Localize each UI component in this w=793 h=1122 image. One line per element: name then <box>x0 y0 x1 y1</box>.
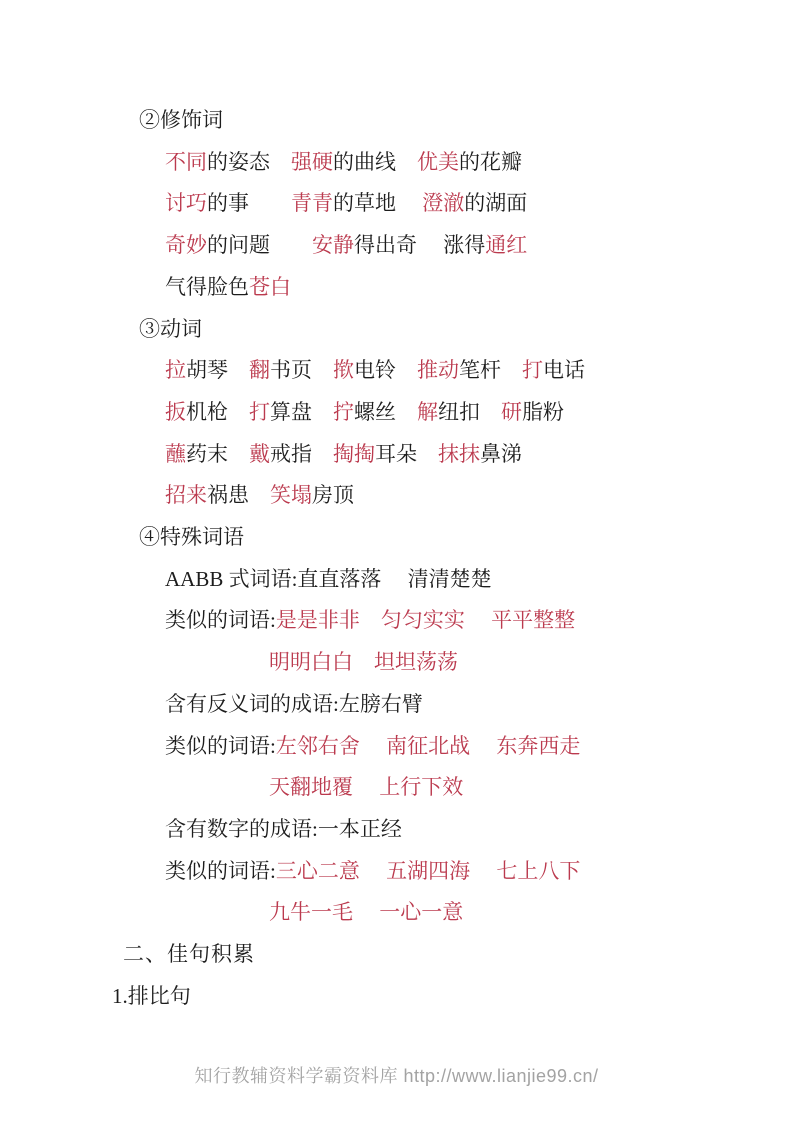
highlighted-text-segment: 通红 <box>485 233 528 258</box>
highlighted-text-segment: 讨巧 <box>165 191 207 216</box>
highlighted-text-segment: 笑塌 <box>270 483 312 508</box>
highlighted-text-segment: 明明白白 坦坦荡荡 <box>269 650 458 675</box>
text-segment: 的事 <box>207 191 291 216</box>
text-line <box>0 267 793 309</box>
highlighted-text-segment: 九牛一毛 一心一意 <box>269 900 464 925</box>
highlighted-text-segment: 招来 <box>165 483 207 508</box>
text-line <box>0 642 793 684</box>
text-segment: 胡琴 <box>186 358 249 383</box>
text-segment: ④特殊词语 <box>139 525 244 550</box>
text-segment: 的问题 <box>207 233 312 258</box>
text-segment: 的曲线 <box>333 149 417 174</box>
text-line <box>0 809 793 851</box>
text-segment: 祸患 <box>207 483 270 508</box>
text-segment: ②修饰词 <box>139 108 223 132</box>
highlighted-text-segment: 翻 <box>249 358 270 383</box>
highlighted-text-segment: 扳 <box>165 399 186 424</box>
highlighted-text-segment: 苍白 <box>249 274 291 299</box>
highlighted-text-segment: 天翻地覆 上行下效 <box>269 775 464 800</box>
highlighted-text-segment: 掏掏 <box>333 441 375 466</box>
text-line <box>0 434 793 476</box>
highlighted-text-segment: 解 <box>417 399 438 424</box>
text-segment: 类似的词语: <box>165 608 276 633</box>
text-line <box>0 183 793 225</box>
highlighted-text-segment: 打 <box>249 399 270 424</box>
highlighted-text-segment: 奇妙 <box>165 233 207 258</box>
highlighted-text-segment: 拉 <box>165 358 186 383</box>
highlighted-text-segment: 拧 <box>333 399 354 424</box>
highlighted-text-segment: 澄澈 <box>422 191 465 216</box>
highlighted-text-segment: 揿 <box>333 358 354 383</box>
text-line <box>0 100 793 142</box>
text-line <box>0 309 793 351</box>
text-segment: 算盘 <box>270 399 333 424</box>
text-segment: 得出奇 涨得 <box>354 233 486 258</box>
text-line <box>0 600 793 642</box>
text-line <box>0 892 793 934</box>
highlighted-text-segment: 不同 <box>165 149 207 174</box>
highlighted-text-segment: 青青 <box>291 191 333 216</box>
text-segment: 药末 <box>186 441 249 466</box>
text-segment: 鼻涕 <box>480 441 522 466</box>
footer-watermark <box>0 1062 793 1088</box>
highlighted-text-segment: 左邻右舍 南征北战 东奔西走 <box>275 733 581 758</box>
text-segment: AABB 式词语:直直落落 清清楚楚 <box>165 566 492 591</box>
text-line <box>0 517 793 559</box>
text-segment: 气得脸色 <box>165 274 249 299</box>
text-segment: 的湖面 <box>464 191 528 216</box>
footer-text: 知行教辅资料学霸资料库 http://www.lianjie99.cn/ <box>194 1066 599 1086</box>
text-segment: 电话 <box>543 358 585 383</box>
text-segment: 类似的词语: <box>165 733 276 758</box>
text-segment: 二、佳句积累 <box>123 942 255 967</box>
text-segment: 电铃 <box>354 358 417 383</box>
text-line <box>0 392 793 434</box>
text-segment: 机枪 <box>186 399 249 424</box>
text-line <box>0 934 793 976</box>
highlighted-text-segment: 戴 <box>249 441 270 466</box>
text-line <box>0 350 793 392</box>
text-segment: 耳朵 <box>375 441 438 466</box>
text-segment: ③动词 <box>139 316 202 341</box>
text-line <box>0 851 793 893</box>
highlighted-text-segment: 抹抹 <box>438 441 480 466</box>
text-segment: 的花瓣 <box>459 149 522 174</box>
text-segment: 1.排比句 <box>112 983 191 1008</box>
text-line <box>0 726 793 768</box>
text-segment: 书页 <box>270 358 333 383</box>
highlighted-text-segment: 推动 <box>417 358 459 383</box>
text-line <box>0 475 793 517</box>
text-segment: 笔杆 <box>459 358 522 383</box>
text-line <box>0 684 793 726</box>
text-line <box>0 225 793 267</box>
highlighted-text-segment: 蘸 <box>165 441 186 466</box>
highlighted-text-segment: 优美 <box>417 149 459 174</box>
text-segment: 含有反义词的成语:左膀右臂 <box>165 691 423 716</box>
text-line <box>0 559 793 601</box>
document-content <box>0 100 793 1017</box>
text-segment: 含有数字的成语:一本正经 <box>165 816 402 841</box>
highlighted-text-segment: 打 <box>522 358 543 383</box>
text-segment: 纽扣 <box>438 399 501 424</box>
highlighted-text-segment: 研 <box>501 399 522 424</box>
text-line <box>0 142 793 184</box>
highlighted-text-segment: 安静 <box>312 233 354 258</box>
highlighted-text-segment: 三心二意 五湖四海 七上八下 <box>275 858 581 883</box>
text-segment: 的草地 <box>333 191 423 216</box>
text-line <box>0 767 793 809</box>
text-segment: 类似的词语: <box>165 858 276 883</box>
highlighted-text-segment: 是是非非 匀匀实实 平平整整 <box>275 608 576 633</box>
text-segment: 房顶 <box>312 483 354 508</box>
text-segment: 脂粉 <box>522 399 564 424</box>
text-segment: 螺丝 <box>354 399 417 424</box>
text-line <box>0 976 793 1018</box>
highlighted-text-segment: 强硬 <box>291 149 333 174</box>
text-segment: 戒指 <box>270 441 333 466</box>
text-segment: 的姿态 <box>207 149 291 174</box>
